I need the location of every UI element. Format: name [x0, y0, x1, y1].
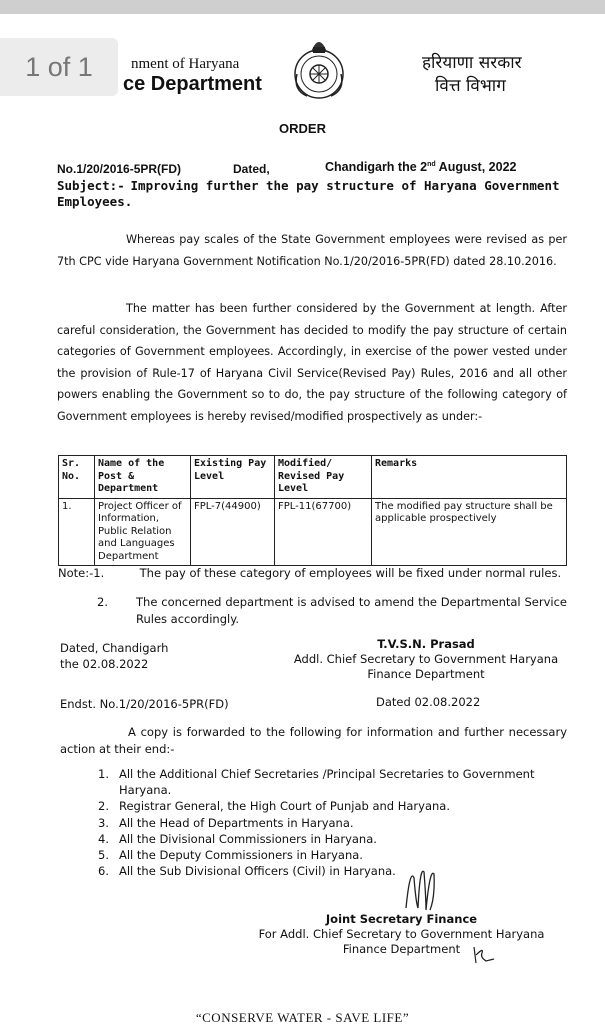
handwritten-signature-icon: [400, 858, 440, 918]
list-item: 1. All the Additional Chief Secretaries /Principal Secretaries to Government Haryana.: [98, 767, 535, 798]
order-paragraph-1: Whereas pay scales of the State Government employees were revised as per 7th CPC vide Haryana Government Notification No.1/20/2016-5PR(FD) dated 28.10.2016.: [57, 233, 567, 268]
cell-existing: FPL-7(44900): [191, 498, 275, 566]
order-title: ORDER: [279, 121, 326, 136]
col-header-modified: Modified/ Revised Pay Level: [275, 456, 372, 499]
order-place-date: Chandigarh the 2nd August, 2022: [325, 160, 517, 174]
note-label: Note:-1.: [58, 566, 105, 580]
item-number: 2.: [97, 595, 108, 609]
table-row: [59, 498, 567, 566]
col-header-post: Name of the Post & Department: [95, 456, 191, 499]
signatory-name: T.V.S.N. Prasad: [377, 637, 475, 651]
subject-label: Subject:-: [57, 178, 125, 193]
col-header-sr: Sr. No.: [59, 456, 95, 499]
table-header-row: [59, 456, 567, 499]
pay-structure-table: [58, 455, 567, 566]
header-hindi-line1: हरियाणा सरकार: [422, 53, 522, 73]
order-subject: [57, 178, 567, 210]
signatory-block: [290, 637, 562, 682]
header-english-line1: nment of Haryana: [131, 56, 240, 72]
viewer-top-bar: [0, 0, 605, 14]
cell-remarks: The modified pay structure shall be applicable prospectively: [372, 498, 567, 566]
item-text: The concerned department is advised to amend the Departmental Service Rules accordingly.: [136, 595, 567, 626]
col-header-existing: Existing Pay Level: [191, 456, 275, 499]
list-item: 6. All the Sub Divisional Officers (Civil) in Haryana.: [98, 864, 396, 879]
signoff-dated-place: Dated, Chandigarh: [60, 641, 169, 655]
header-hindi-line2: वित्त विभाग: [435, 76, 506, 96]
signatory-designation-1: Addl. Chief Secretary to Government Haryana: [293, 652, 559, 666]
header-english-line2: ce Department: [123, 73, 262, 95]
cell-sr: 1.: [59, 498, 95, 566]
note-text: The pay of these category of employees will be fixed under normal rules.: [139, 566, 562, 580]
joint-secretary-block: [250, 912, 553, 957]
state-emblem-icon: [287, 30, 351, 102]
order-ref-no: No.1/20/2016-5PR(FD): [57, 162, 182, 176]
distribution-list: [98, 766, 558, 879]
signatory-designation-2: Finance Department: [367, 667, 485, 681]
order-paragraph-2: The matter has been further considered by the Government at length. After careful consideration, the Government has decided to modify the pay structure of certain categories of Government employees. Accordingly, in exercise of the power vested under the provision of Rule-17 of Haryana Civil Service(Revised Pay) Rules, 2016 and all other powers enabling the Government so to do, the pay structure of the following category of Government employees is hereby revised/modified prospectively as under:-: [57, 302, 567, 423]
signoff-dated: [60, 640, 168, 672]
joint-secretary-line2: For Addl. Chief Secretary to Government Haryana: [258, 927, 545, 941]
note: [58, 566, 568, 580]
handwritten-initial-icon: [470, 945, 498, 965]
endorsement-ref: Endst. No.1/20/2016-5PR(FD): [60, 697, 229, 711]
endorsement-date: Dated 02.08.2022: [376, 695, 481, 709]
joint-secretary-line3: Finance Department: [342, 942, 461, 956]
copy-forward-text: A copy is forwarded to the following for information and further necessary action at their end:-: [60, 725, 567, 756]
signoff-dated-date: the 02.08.2022: [60, 657, 149, 671]
list-item: 3. All the Head of Departments in Haryana.: [98, 815, 354, 830]
page-indicator: 1 of 1: [0, 38, 118, 96]
joint-secretary-title: Joint Secretary Finance: [325, 912, 478, 926]
subject-text: Improving further the pay structure of Haryana Government Employees.: [57, 178, 560, 209]
order-dated-label: Dated,: [233, 162, 270, 176]
cell-modified: FPL-11(67700): [275, 498, 372, 566]
instruction-item-2: [97, 594, 567, 628]
list-item: 4. All the Divisional Commissioners in Haryana.: [98, 831, 377, 846]
list-item: 5. All the Deputy Commissioners in Haryana.: [98, 848, 363, 863]
cell-post: Project Officer of Information, Public Relation and Languages Department: [95, 498, 191, 566]
list-item: 2. Registrar General, the High Court of Punjab and Haryana.: [98, 799, 451, 814]
col-header-remarks: Remarks: [372, 456, 567, 499]
footer-slogan: “CONSERVE WATER - SAVE LIFE”: [195, 1010, 410, 1025]
